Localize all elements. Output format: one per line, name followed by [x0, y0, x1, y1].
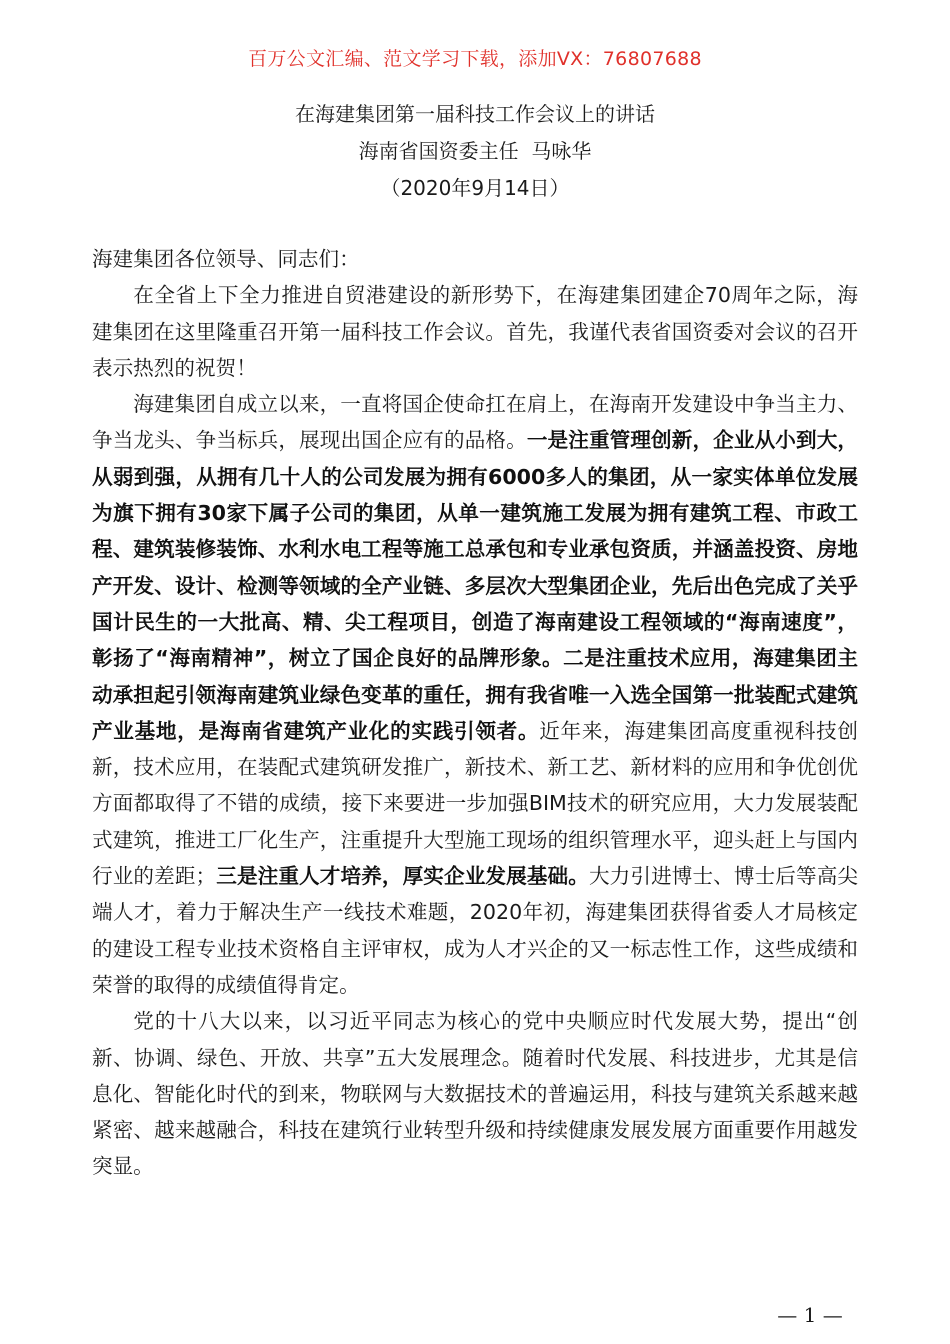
paragraph-development: 党的十八大以来，以习近平同志为核心的党中央顺应时代发展大势，提出“创新、协调、绿色、开放、共享”五大发展理念。随着时代发展、科技进步，尤其是信息化、智能化时代的到来，物联网与大数据技术的普遍运用，科技与建筑关系越来越紧密、越来越融合，科技在建筑行业转型升级和持续健康发展发展方面重要作用越发突显。	[92, 1009, 858, 1179]
page-number: — 1 —	[777, 1303, 843, 1327]
document-body	[92, 241, 858, 1185]
speech-date: （2020年9月14日）	[380, 176, 570, 200]
achievements-point-one-two: 一是注重管理创新，企业从小到大，从弱到强，从拥有几十人的公司发展为拥有6000多人的集团，从一家实体单位发展为旗下拥有30家下属子公司的集团，从单一建筑施工发展为拥有建筑工程、市政工程、建筑装修装饰、水利水电工程等施工总承包和专业承包资质，并涵盖投资、房地产开发、设计、检测等领域的全产业链、多层次大型集团企业，先后出色完成了关乎国计民生的一大批高、精、尖工程项目，创造了海南建设工程领域的“海南速度”，彰扬了“海南精神”，树立了国企良好的品牌形象。二是注重技术应用，海建集团主动承担起引领海南建筑业绿色变革的重任，拥有我省唯一入选全国第一批装配式建筑产业基地，是海南省建筑产业化的实践引领者。	[92, 428, 859, 743]
achievements-intro: 海建集团自成立以来，一直将国企使命扛在肩上，在海南开发建设中争当主力、争当龙头、争当标兵，展现出国企应有的品格。	[92, 392, 858, 453]
speaker-line: 海南省国资委主任 马咏华	[358, 139, 592, 163]
paragraph-opening: 在全省上下全力推进自贸港建设的新形势下，在海建集团建企70周年之际，海建集团在这里隆重召开第一届科技工作会议。首先，我谨代表省国资委对会议的召开表示热烈的祝贺！	[92, 283, 858, 380]
achievements-tech: 近年来，海建集团高度重视科技创新，技术应用，在装配式建筑研发推广，新技术、新工艺、新材料的应用和争优创优方面都取得了不错的成绩，接下来要进一步加强BIM技术的研究应用，大力发展装配式建筑，推进工厂化生产，注重提升大型施工现场的组织管理水平，迎头赶上与国内行业的差距；	[92, 718, 859, 889]
achievements-point-three: 三是注重人才培养，厚实企业发展基础。	[216, 864, 589, 889]
watermark-text: 百万公文汇编、范文学习下载，添加VX：76807688	[248, 48, 702, 70]
achievements-talent: 大力引进博士、博士后等高尖端人才，着力于解决生产一线技术难题，2020年初，海建集团获得省委人才局核定的建设工程专业技术资格自主评审权，成为人才兴企的又一标志性工作，这些成绩和荣誉的取得的成绩值得肯定。	[92, 864, 859, 997]
salutation: 海建集团各位领导、同志们：	[92, 247, 360, 271]
document-header	[0, 96, 950, 207]
paragraph-achievements	[92, 386, 858, 1003]
speech-title: 在海建集团第一届科技工作会议上的讲话	[295, 102, 655, 126]
